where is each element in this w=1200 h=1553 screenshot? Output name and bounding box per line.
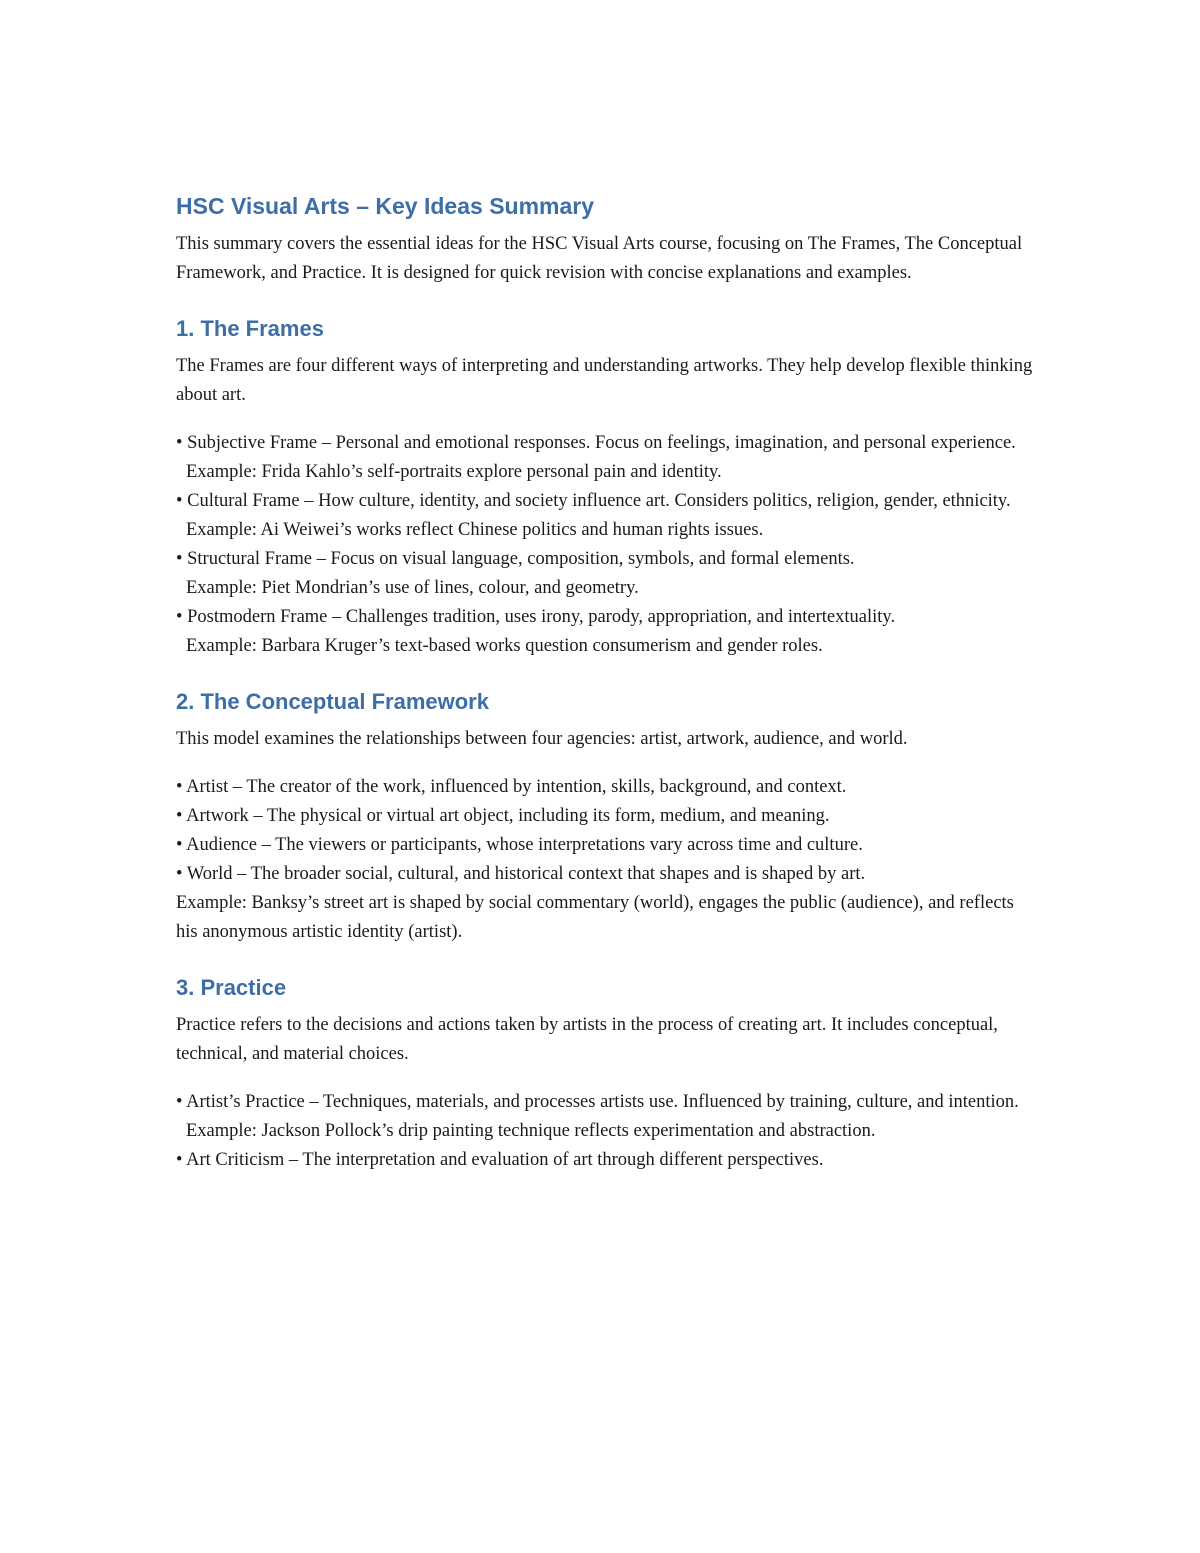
framework-item-artist: • Artist – The creator of the work, influenced by intention, skills, background, and context. [176, 777, 847, 797]
frames-example-structural: Example: Piet Mondrian’s use of lines, colour, and geometry. [186, 578, 639, 598]
document-intro: This summary covers the essential ideas for the HSC Visual Arts course, focusing on The Frames, The Conceptual Framework, and Practice. It is designed for quick revision with concise explanations and examples. [176, 234, 1023, 283]
frames-item-subjective: • Subjective Frame – Personal and emotional responses. Focus on feelings, imagination, and personal experience. [176, 433, 1016, 453]
framework-item-audience: • Audience – The viewers or participants, whose interpretations vary across time and culture. [176, 835, 863, 855]
practice-example-artists-practice: Example: Jackson Pollock’s drip painting technique reflects experimentation and abstraction. [186, 1121, 876, 1141]
practice-intro: Practice refers to the decisions and actions taken by artists in the process of creating art. It includes conceptual, technical, and material choices. [176, 1015, 998, 1064]
frames-item-structural: • Structural Frame – Focus on visual language, composition, symbols, and formal elements. [176, 549, 855, 569]
document-title: HSC Visual Arts – Key Ideas Summary [176, 193, 595, 219]
section-heading-frames: 1. The Frames [176, 316, 324, 341]
section-heading-framework: 2. The Conceptual Framework [176, 689, 489, 714]
practice-item-art-criticism: • Art Criticism – The interpretation and evaluation of art through different perspectives. [176, 1150, 824, 1170]
framework-example: Example: Banksy’s street art is shaped by social commentary (world), engages the public (audience), and reflects his anonymous artistic identity (artist). [176, 893, 1014, 942]
frames-example-postmodern: Example: Barbara Kruger’s text-based works question consumerism and gender roles. [186, 636, 823, 656]
framework-intro: This model examines the relationships between four agencies: artist, artwork, audience, and world. [176, 729, 908, 749]
document-page [176, 186, 1036, 1175]
framework-item-artwork: • Artwork – The physical or virtual art object, including its form, medium, and meaning. [176, 806, 830, 826]
frames-intro: The Frames are four different ways of interpreting and understanding artworks. They help develop flexible thinking about art. [176, 356, 1033, 405]
framework-item-world: • World – The broader social, cultural, and historical context that shapes and is shaped by art. [176, 864, 866, 884]
frames-example-subjective: Example: Frida Kahlo’s self-portraits explore personal pain and identity. [186, 462, 722, 482]
frames-item-postmodern: • Postmodern Frame – Challenges tradition, uses irony, parody, appropriation, and intertextuality. [176, 607, 896, 627]
frames-item-cultural: • Cultural Frame – How culture, identity, and society influence art. Considers politics, religion, gender, ethnicity. [176, 491, 1011, 511]
practice-item-artists-practice: • Artist’s Practice – Techniques, materials, and processes artists use. Influenced by training, culture, and intention. [176, 1092, 1019, 1112]
frames-example-cultural: Example: Ai Weiwei’s works reflect Chinese politics and human rights issues. [186, 520, 764, 540]
section-heading-practice: 3. Practice [176, 975, 287, 1000]
